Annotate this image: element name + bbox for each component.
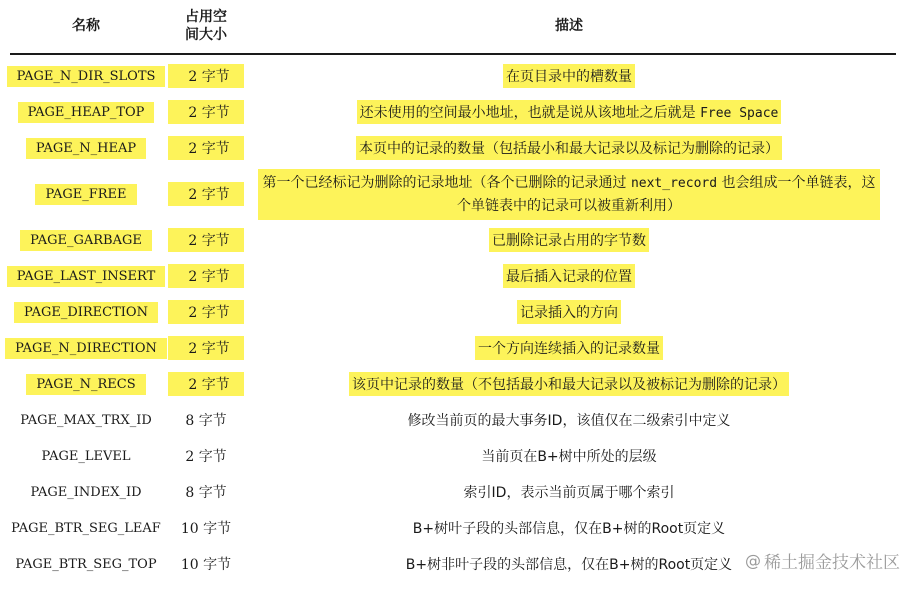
row-name-cell <box>10 474 162 510</box>
row-description-cell <box>246 330 892 366</box>
row-name: PAGE_N_DIRECTION <box>5 338 167 359</box>
table-row <box>0 366 916 402</box>
column-header-name: 名称 <box>72 18 100 34</box>
row-size-unit: 字节 <box>201 105 230 121</box>
row-size-cell <box>166 510 246 546</box>
row-description <box>258 169 880 220</box>
table-row <box>0 94 916 130</box>
row-size <box>168 336 243 360</box>
row-size <box>168 228 243 252</box>
row-size-number: 2 <box>188 187 198 203</box>
row-description-cell <box>246 130 892 166</box>
row-description-cell <box>246 294 892 330</box>
row-name: PAGE_N_DIR_SLOTS <box>7 66 166 87</box>
row-size-cell <box>166 130 246 166</box>
row-description: 本页中的记录的数量（包括最小和最大记录以及标记为删除的记录） <box>356 136 782 160</box>
row-size-unit: 字节 <box>203 521 232 537</box>
row-size <box>168 136 243 160</box>
row-size <box>168 100 243 124</box>
row-description-cell <box>246 258 892 294</box>
row-size-unit: 字节 <box>201 233 230 249</box>
row-size-number: 2 <box>188 377 198 393</box>
row-name-cell <box>10 510 162 546</box>
row-description-cell <box>246 438 892 474</box>
row-size-cell <box>166 294 246 330</box>
row-size-number: 2 <box>188 105 198 121</box>
row-name: PAGE_GARBAGE <box>20 230 152 251</box>
row-description: B+树叶子段的头部信息，仅在B+树的Root页定义 <box>412 521 726 537</box>
column-header-size-line1: 占用空 <box>185 9 227 25</box>
row-size-unit: 字节 <box>201 269 230 285</box>
row-description-cell <box>246 222 892 258</box>
row-description-text: 还未使用的空间最小地址，也就是说从该地址之后就是 <box>359 105 696 121</box>
table-row <box>0 402 916 438</box>
row-name: PAGE_DIRECTION <box>14 302 158 323</box>
table-row <box>0 130 916 166</box>
row-name-cell <box>10 58 162 94</box>
row-description: 当前页在B+树中所处的层级 <box>481 449 657 465</box>
row-name-cell <box>10 94 162 130</box>
row-name-cell <box>10 402 162 438</box>
row-size <box>168 264 243 288</box>
row-name-cell <box>10 438 162 474</box>
row-size-unit: 字节 <box>201 69 230 85</box>
row-size-number: 10 <box>180 521 199 537</box>
row-size-unit: 字节 <box>201 377 230 393</box>
row-size-cell <box>166 166 246 222</box>
table-row <box>0 510 916 546</box>
row-name: PAGE_HEAP_TOP <box>18 102 155 123</box>
row-description: 在页目录中的槽数量 <box>503 64 635 88</box>
row-name: PAGE_BTR_SEG_TOP <box>15 556 157 572</box>
table-row <box>0 258 916 294</box>
watermark-at-icon: @ <box>745 551 761 570</box>
table-row <box>0 330 916 366</box>
row-size-unit: 字节 <box>201 187 230 203</box>
row-size-cell <box>166 258 246 294</box>
row-size-cell <box>166 58 246 94</box>
row-name-cell <box>10 294 162 330</box>
row-size <box>185 446 226 466</box>
row-size-unit: 字节 <box>198 485 227 501</box>
row-description-cell <box>246 474 892 510</box>
row-size <box>168 64 243 88</box>
watermark <box>745 548 900 573</box>
row-name: PAGE_BTR_SEG_LEAF <box>11 520 161 536</box>
row-description: 最后插入记录的位置 <box>503 264 635 288</box>
row-name-cell <box>10 330 162 366</box>
row-description: 索引ID，表示当前页属于哪个索引 <box>463 485 675 501</box>
row-size-number: 2 <box>185 449 195 465</box>
row-size-number: 2 <box>188 341 198 357</box>
row-name: PAGE_LAST_INSERT <box>7 266 166 287</box>
row-description: 修改当前页的最大事务ID，该值仅在二级索引中定义 <box>407 413 731 429</box>
column-header-size <box>166 0 246 52</box>
row-description: 一个方向连续插入的记录数量 <box>475 336 663 360</box>
row-description-text-tail: 也会组成一个单链表，这个单链表中的记录可以被重新利用） <box>457 174 876 214</box>
row-size-cell <box>166 546 246 582</box>
table-row <box>0 166 916 222</box>
row-size-cell <box>166 438 246 474</box>
table-row <box>0 222 916 258</box>
row-size-cell <box>166 94 246 130</box>
row-name: PAGE_N_HEAP <box>26 138 146 159</box>
row-size-number: 10 <box>180 557 199 573</box>
row-size-cell <box>166 330 246 366</box>
row-name-cell <box>10 258 162 294</box>
row-size-unit: 字节 <box>198 413 227 429</box>
row-description: 记录插入的方向 <box>517 300 621 324</box>
row-size-unit: 字节 <box>201 341 230 357</box>
row-name-cell <box>10 166 162 222</box>
row-size <box>185 410 226 430</box>
row-description-cell <box>246 94 892 130</box>
row-name-cell <box>10 366 162 402</box>
row-description-cell <box>246 366 892 402</box>
row-size-unit: 字节 <box>201 141 230 157</box>
row-name: PAGE_N_RECS <box>26 374 145 395</box>
row-size <box>181 554 231 574</box>
row-description <box>357 100 782 124</box>
row-size-number: 8 <box>185 485 195 501</box>
row-name: PAGE_MAX_TRX_ID <box>20 412 152 428</box>
row-description-cell <box>246 166 892 222</box>
row-size-number: 2 <box>188 69 198 85</box>
row-size-number: 8 <box>185 413 195 429</box>
row-name: PAGE_INDEX_ID <box>30 484 142 500</box>
row-name-cell <box>10 222 162 258</box>
row-description-cell <box>246 510 892 546</box>
column-header-size-line2: 间大小 <box>185 27 227 43</box>
row-description: 该页中记录的数量（不包括最小和最大记录以及被标记为删除的记录） <box>349 372 789 396</box>
row-name: PAGE_LEVEL <box>41 448 131 464</box>
row-name-cell <box>10 546 162 582</box>
table-row <box>0 474 916 510</box>
row-description: 已删除记录占用的字节数 <box>489 228 649 252</box>
table-row <box>0 438 916 474</box>
row-name-cell <box>10 130 162 166</box>
row-description-code: next_record <box>630 175 718 191</box>
row-size-cell <box>166 474 246 510</box>
row-description-code: Free Space <box>700 106 779 121</box>
row-size <box>168 300 243 324</box>
row-size-cell <box>166 402 246 438</box>
watermark-text: 稀土掘金技术社区 <box>764 553 900 573</box>
row-size-cell <box>166 366 246 402</box>
table-row <box>0 58 916 94</box>
row-size-unit: 字节 <box>203 557 232 573</box>
row-size-unit: 字节 <box>198 449 227 465</box>
row-size <box>181 518 231 538</box>
row-name: PAGE_FREE <box>35 184 136 205</box>
table-row <box>0 294 916 330</box>
row-size <box>168 182 243 206</box>
row-size <box>185 482 226 502</box>
row-size-number: 2 <box>188 305 198 321</box>
row-description: B+树非叶子段的头部信息，仅在B+树的Root页定义 <box>405 557 733 573</box>
row-size-number: 2 <box>188 233 198 249</box>
header-divider <box>10 53 896 55</box>
row-description-text: 第一个已经标记为删除的记录地址（各个已删除的记录通过 <box>262 174 627 191</box>
row-size-cell <box>166 222 246 258</box>
row-description-cell <box>246 402 892 438</box>
row-description-cell <box>246 58 892 94</box>
row-size-number: 2 <box>188 141 198 157</box>
row-size-number: 2 <box>188 269 198 285</box>
column-header-description: 描述 <box>555 18 583 34</box>
row-size <box>168 372 243 396</box>
row-size-unit: 字节 <box>201 305 230 321</box>
